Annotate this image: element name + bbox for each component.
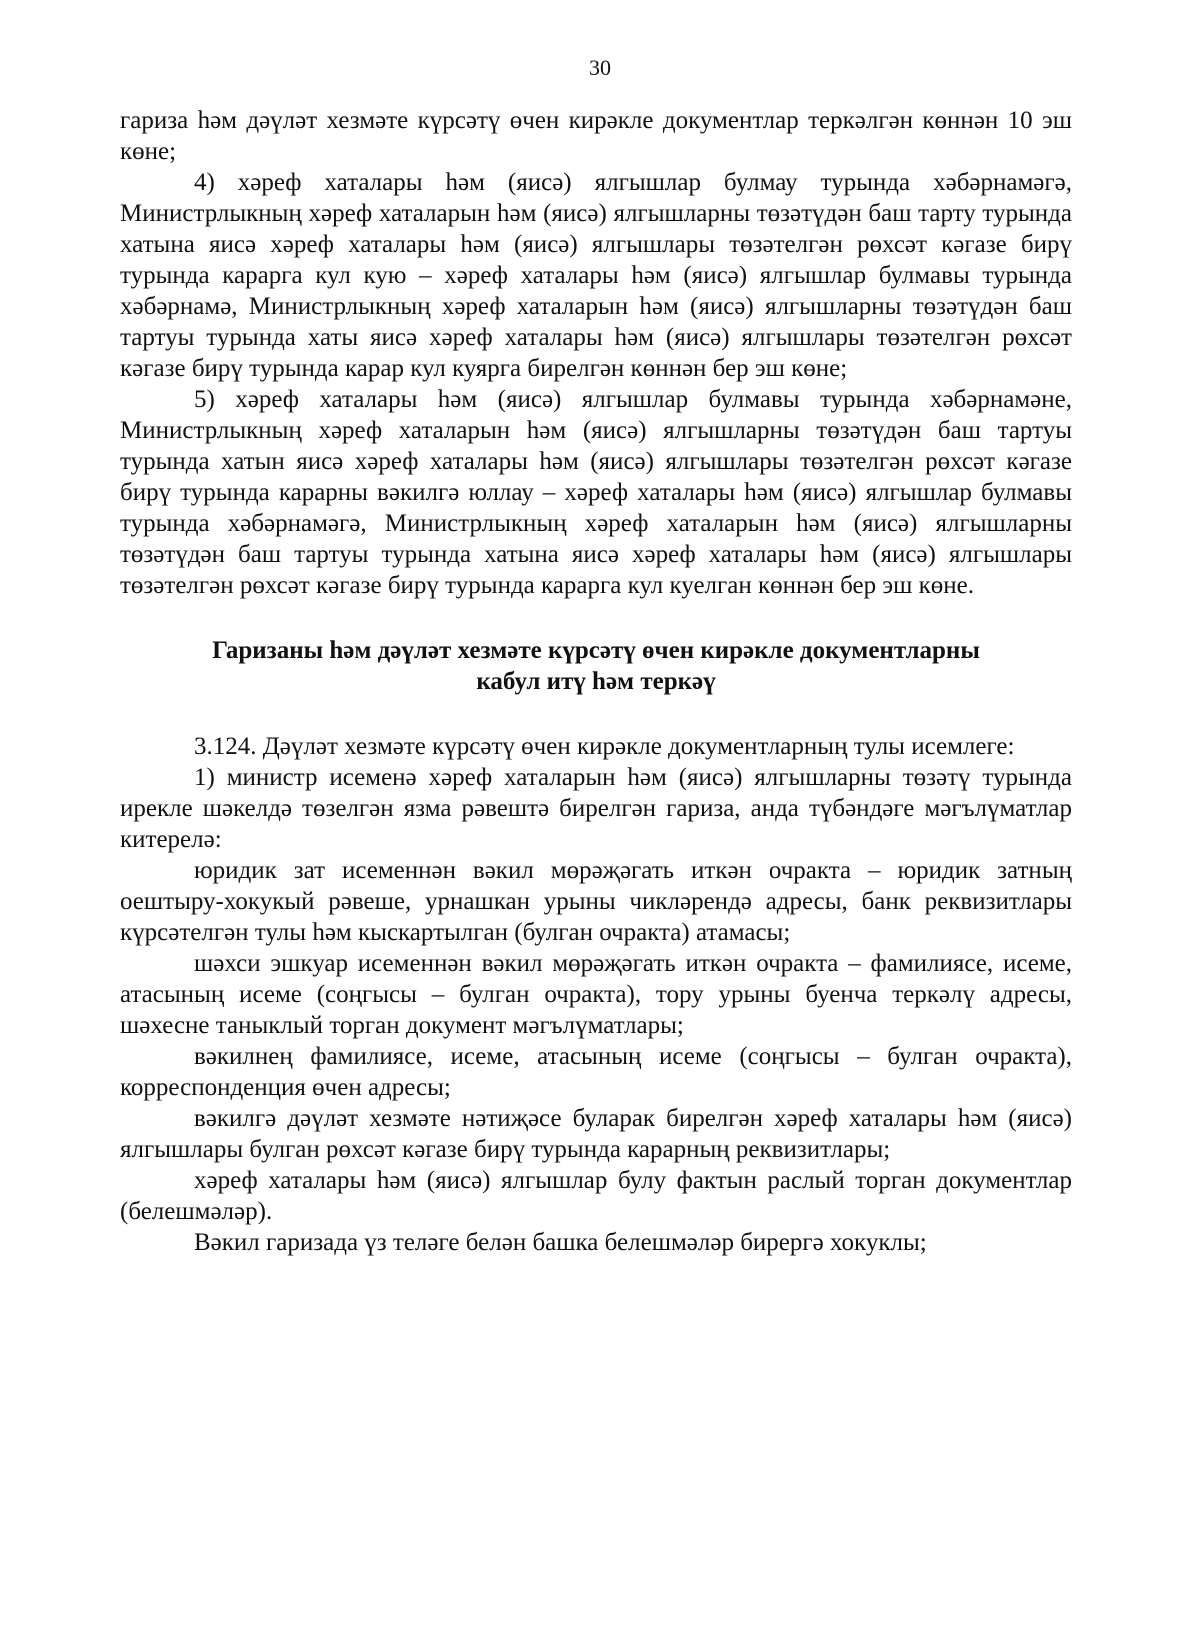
paragraph-permit-details: вәкилгә дәүләт хезмәте нәтиҗәсе буларак бирелгән хәреф хаталары һәм (яисә) ялгышлары булган рөхсәт кәгазе бирү турында карарның реквизитлары; xyxy=(120,1105,1072,1163)
section-heading-line-1: Гаризаны һәм дәүләт хезмәте күрсәтү өчен кирәкле документларны xyxy=(212,637,980,664)
paragraph-intro: гариза һәм дәүләт хезмәте күрсәтү өчен кирәкле документлар теркәлгән көннән 10 эш көне; xyxy=(120,107,1072,165)
spacer xyxy=(120,601,1072,635)
page-number: 30 xyxy=(589,55,611,80)
paragraph-list-item-1: 1) министр исеменә хәреф хаталарын һәм (яисә) ялгышларны төзәтү турында ирекле шәкелдә төзелгән язма рәвештә бирелгән гариза, анда түбәндәге мәгълүматлар китерелә: xyxy=(120,764,1072,853)
paragraph-item-5: 5) хәреф хаталары һәм (яисә) ялгышлар булмавы турында хәбәрнамәне, Министрлыкның хәреф хаталарын һәм (яисә) ялгышларны төзәтүдән баш тартуы турында хатын яисә хәреф хаталары һәм (яисә) ялгышлары төзәтелгән рөхсәт кәгазе бирү турында карарны вәкилгә юллау – хәреф хаталары һәм (яисә) ялгышлар булмавы турында хәбәрнамәгә, Министрлыкның хәреф хаталарын һәм (яисә) ялгышларны төзәтүдән баш тартуы турында хатына яисә хәреф хаталары һәм (яисә) ялгышлары төзәтелгән рөхсәт кәгазе бирү турында карарга кул куелган көннән бер эш көне. xyxy=(120,386,1072,599)
paragraph-3-124: 3.124. Дәүләт хезмәте күрсәтү өчен кирәкле документларның тулы исемлеге: xyxy=(194,733,1015,760)
paragraph-additional-info: Вәкил гаризада үз теләге белән башка белешмәләр бирергә хокуклы; xyxy=(194,1229,927,1256)
paragraph-entrepreneur: шәхси эшкуар исеменнән вәкил мөрәҗәгать иткән очракта – фамилиясе, исеме, атасының исеме (соңгысы – булган очракта), тору урыны буенча теркәлү адресы, шәхесне таныклый торган документ мәгълүматлары; xyxy=(120,950,1072,1039)
paragraph-supporting-documents: хәреф хаталары һәм (яисә) ялгышлар булу фактын раслый торган документлар (белешмәләр). xyxy=(120,1167,1072,1225)
paragraph-legal-entity: юридик зат исеменнән вәкил мөрәҗәгать иткән очракта – юридик затның оештыру-хокукый рәвеше, урнашкан урыны чикләрендә адресы, банк реквизитлары күрсәтелгән тулы һәм кыскартылган (булган очракта) атамасы; xyxy=(120,857,1072,946)
document-body xyxy=(120,105,1072,1258)
spacer xyxy=(120,697,1072,731)
section-heading-line-2: кабул итү һәм теркәү xyxy=(476,668,716,695)
paragraph-item-4: 4) хәреф хаталары һәм (яисә) ялгышлар булмау турында хәбәрнамәгә, Министрлыкның хәреф хаталарын һәм (яисә) ялгышларны төзәтүдән баш тарту турында хатына яисә хәреф хаталары һәм (яисә) ялгышлары төзәтелгән рөхсәт кәгазе бирү турында карарга кул кую – хәреф хаталары һәм (яисә) ялгышлар булмавы турында хәбәрнамә, Министрлыкның хәреф хаталарын һәм (яисә) ялгышларны төзәтүдән баш тартуы турында хаты яисә хәреф хаталары һәм (яисә) ялгышлары төзәтелгән рөхсәт кәгазе бирү турында карар кул куярга бирелгән көннән бер эш көне; xyxy=(120,169,1072,382)
paragraph-representative-name: вәкилнең фамилиясе, исеме, атасының исеме (соңгысы – булган очракта), корреспонденция өчен адресы; xyxy=(120,1043,1072,1101)
